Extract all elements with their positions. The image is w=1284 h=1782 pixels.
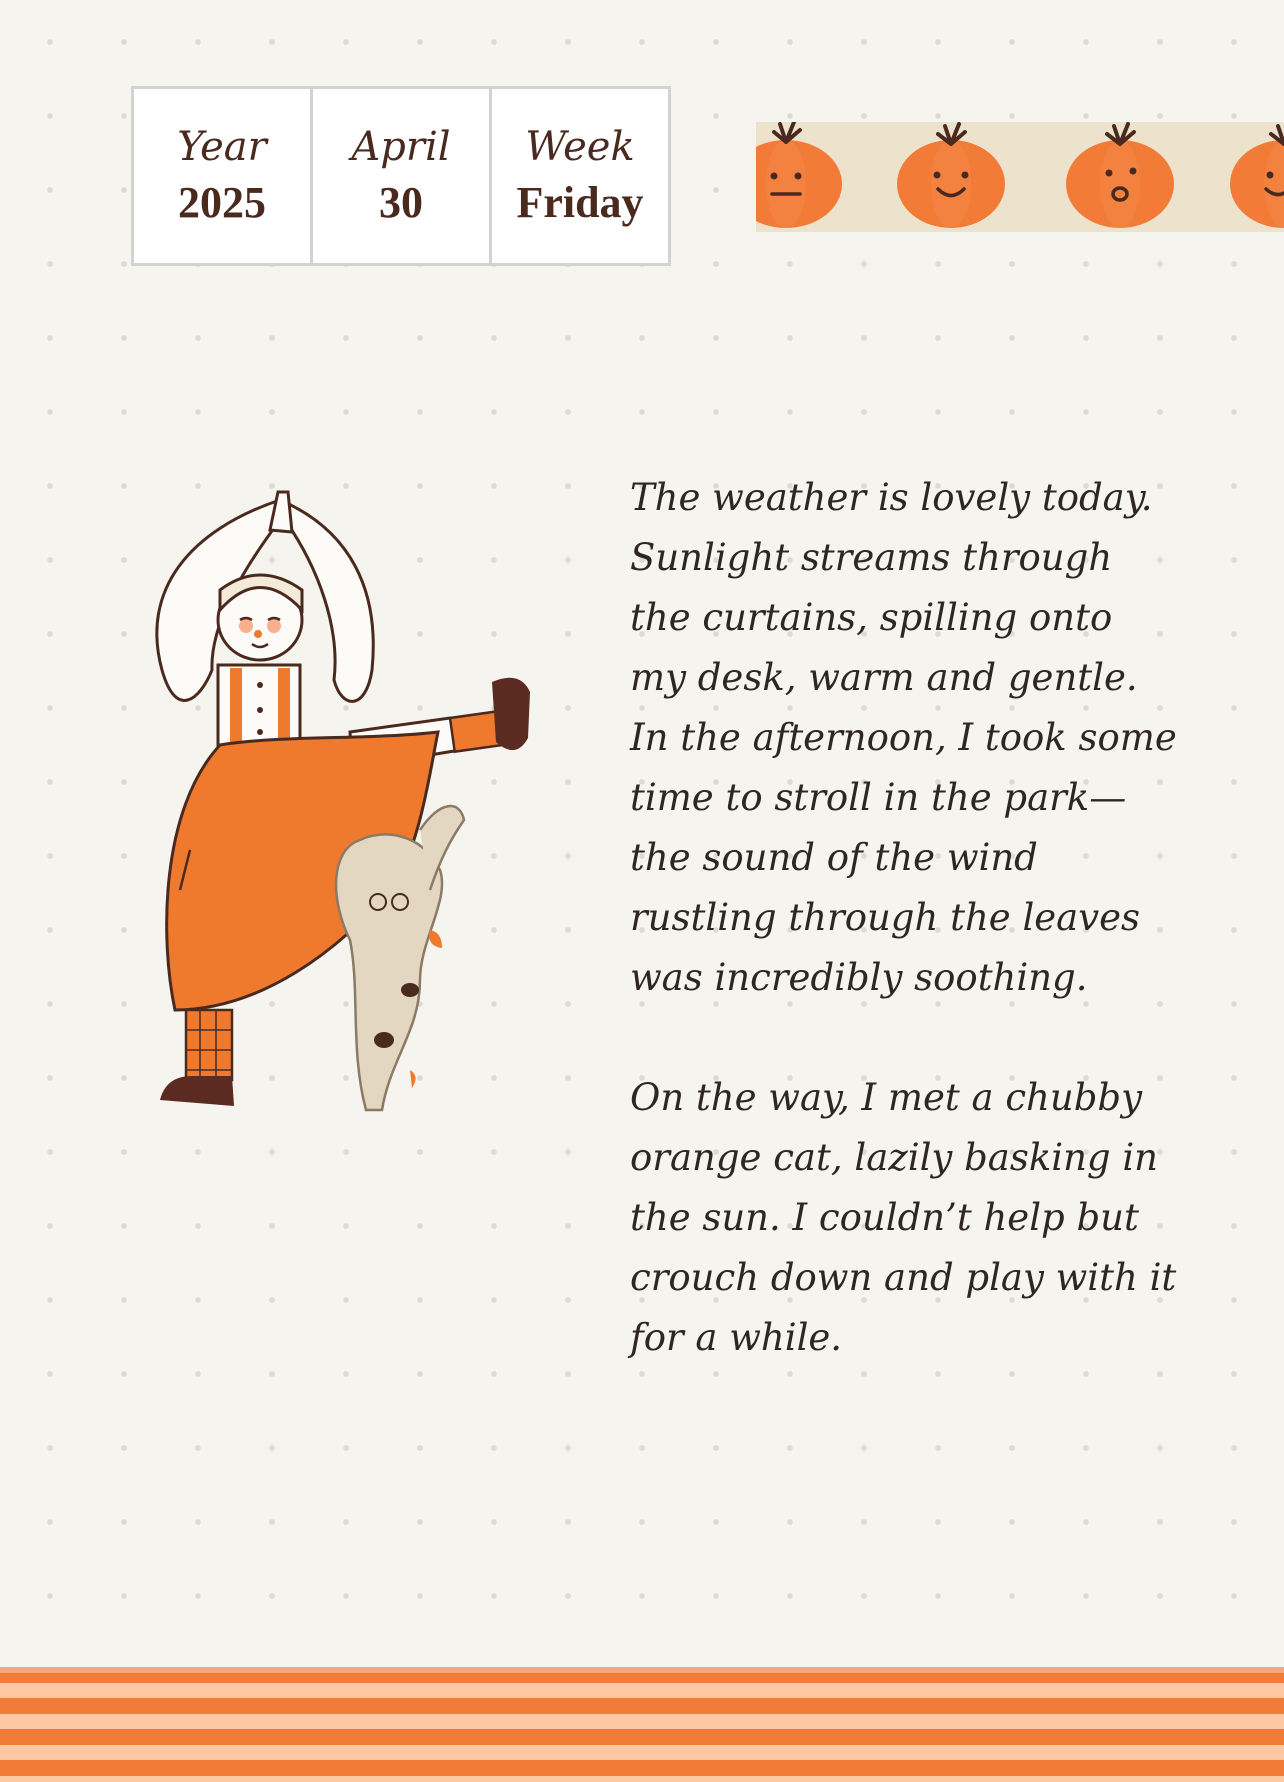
year-value: 2025 <box>178 177 266 227</box>
pumpkin-icon <box>897 124 1005 228</box>
week-label: Week <box>525 123 635 170</box>
date-table <box>131 86 671 266</box>
girl-yoga-illustration <box>120 470 550 1140</box>
year-label: Year <box>177 123 267 170</box>
diary-paragraph-1: The weather is lovely today. Sunlight streams through the curtains, spilling onto my desk, warm and gentle. In the afternoon, I took some time to stroll in the park— the sound of the wind rustling through the leaves was incredibly soothing. <box>630 476 1177 999</box>
striped-footer-border <box>0 1667 1284 1782</box>
pumpkin-icon <box>1230 124 1284 228</box>
month-label: April <box>351 123 451 170</box>
pumpkin-icon <box>756 122 842 228</box>
pumpkin-washi-tape <box>756 122 1284 232</box>
weekday-value: Friday <box>516 177 644 227</box>
day-value: 30 <box>379 177 423 227</box>
diary-paragraph-2: On the way, I met a chubby orange cat, lazily basking in the sun. I couldn’t help but crouch down and play with it for a while. <box>630 1076 1177 1359</box>
diary-entry <box>630 468 1190 1368</box>
year-cell <box>134 89 313 263</box>
month-cell <box>313 89 492 263</box>
week-cell <box>492 89 668 263</box>
pumpkin-icon <box>1066 124 1174 228</box>
